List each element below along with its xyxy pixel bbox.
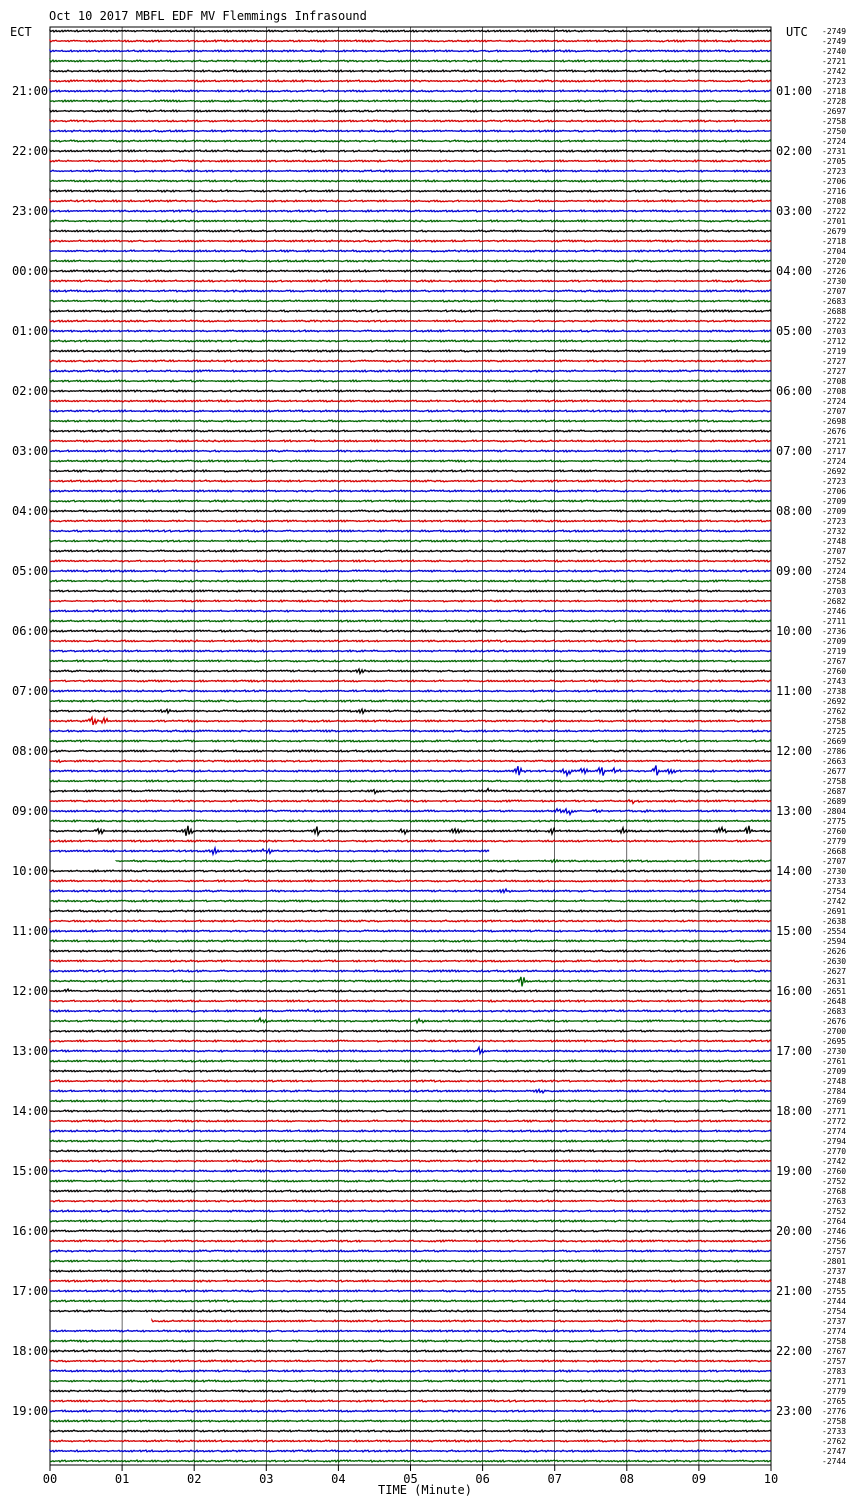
row-value-label: -2744 <box>822 1297 847 1306</box>
left-hour-label: 16:00 <box>12 1224 49 1238</box>
row-value-label: -2749 <box>822 27 847 36</box>
trace-line <box>50 1390 771 1392</box>
row-value-label: -2631 <box>822 977 847 986</box>
row-value-label: -2736 <box>822 627 847 636</box>
row-value-label: -2764 <box>822 1217 847 1226</box>
row-value-label: -2683 <box>822 1007 847 1016</box>
row-value-label: -2744 <box>822 1457 847 1466</box>
row-value-label: -2758 <box>822 777 847 786</box>
row-value-label: -2723 <box>822 167 847 176</box>
left-hour-label: 21:00 <box>12 84 49 98</box>
chart-title: Oct 10 2017 MBFL EDF MV Flemmings Infrasound <box>49 9 367 23</box>
right-hour-label: 16:00 <box>776 984 813 998</box>
row-value-label: -2648 <box>822 997 847 1006</box>
row-value-label: -2727 <box>822 357 847 366</box>
trace-line <box>50 620 771 622</box>
row-value-label: -2705 <box>822 157 847 166</box>
trace-line <box>50 470 771 472</box>
trace-line <box>50 870 771 872</box>
row-value-label: -2718 <box>822 237 847 246</box>
row-value-label: -2719 <box>822 647 847 656</box>
left-hour-label: 02:00 <box>12 384 49 398</box>
right-hour-label: 03:00 <box>776 204 813 218</box>
right-hour-label: 18:00 <box>776 1104 813 1118</box>
row-value-label: -2749 <box>822 37 847 46</box>
trace-line <box>50 200 771 202</box>
trace-line <box>50 560 771 562</box>
row-value-label: -2725 <box>822 727 847 736</box>
row-value-label: -2703 <box>822 327 847 336</box>
trace-line <box>116 860 771 863</box>
x-tick-label: 03 <box>259 1472 274 1486</box>
x-tick-label: 04 <box>331 1472 346 1486</box>
trace-line <box>50 440 771 442</box>
trace-line <box>50 570 771 572</box>
trace-line <box>50 30 771 32</box>
row-value-label: -2776 <box>822 1407 847 1416</box>
row-value-label: -2738 <box>822 687 847 696</box>
row-value-label: -2700 <box>822 1027 847 1036</box>
row-value-label: -2779 <box>822 1387 847 1396</box>
row-value-label: -2723 <box>822 517 847 526</box>
row-value-label: -2750 <box>822 127 847 136</box>
row-value-label: -2742 <box>822 67 847 76</box>
trace-line <box>50 930 771 932</box>
row-value-label: -2697 <box>822 107 847 116</box>
row-value-label: -2651 <box>822 987 847 996</box>
trace-line <box>50 270 771 272</box>
trace-line <box>50 390 771 392</box>
trace-line <box>50 1450 771 1452</box>
row-value-label: -2724 <box>822 397 847 406</box>
row-value-label: -2740 <box>822 47 847 56</box>
row-value-label: -2708 <box>822 377 847 386</box>
row-value-label: -2630 <box>822 957 847 966</box>
row-value-label: -2767 <box>822 657 847 666</box>
row-value-label: -2730 <box>822 277 847 286</box>
right-hour-label: 06:00 <box>776 384 813 398</box>
trace-line <box>50 210 771 212</box>
right-hour-label: 07:00 <box>776 444 813 458</box>
trace-line <box>50 1150 771 1152</box>
row-value-label: -2721 <box>822 57 847 66</box>
row-value-label: -2761 <box>822 1057 847 1066</box>
x-tick-label: 02 <box>186 1472 202 1486</box>
row-value-label: -2723 <box>822 77 847 86</box>
left-hour-label: 11:00 <box>12 924 49 938</box>
row-value-label: -2774 <box>822 1127 847 1136</box>
trace-line <box>50 500 771 502</box>
trace-line <box>50 1330 771 1332</box>
row-value-label: -2627 <box>822 967 847 976</box>
row-value-label: -2760 <box>822 667 847 676</box>
row-value-label: -2755 <box>822 1287 847 1296</box>
trace-line <box>50 940 771 942</box>
trace-line <box>50 50 771 52</box>
x-tick-label: 00 <box>42 1472 58 1486</box>
row-value-label: -2712 <box>822 337 847 346</box>
row-value-label: -2762 <box>822 1437 847 1446</box>
row-value-label: -2747 <box>822 1447 847 1456</box>
row-value-label: -2703 <box>822 587 847 596</box>
row-value-label: -2707 <box>822 287 847 296</box>
axis-labels <box>12 27 846 1486</box>
row-value-label: -2717 <box>822 447 847 456</box>
row-value-label: -2724 <box>822 567 847 576</box>
trace-line <box>50 250 771 252</box>
left-hour-label: 03:00 <box>12 444 49 458</box>
right-hour-label: 19:00 <box>776 1164 813 1178</box>
row-value-label: -2733 <box>822 1427 847 1436</box>
trace-line <box>50 430 771 432</box>
trace-line <box>50 290 771 292</box>
row-value-label: -2746 <box>822 607 847 616</box>
left-hour-label: 12:00 <box>12 984 49 998</box>
row-value-label: -2594 <box>822 937 847 946</box>
trace-line <box>50 880 771 882</box>
trace-line <box>50 1180 771 1182</box>
x-tick-label: 07 <box>547 1472 562 1486</box>
row-value-label: -2784 <box>822 1087 847 1096</box>
left-hour-label: 00:00 <box>12 264 49 278</box>
trace-line <box>50 100 771 102</box>
trace-line <box>50 1160 771 1162</box>
row-value-label: -2769 <box>822 1097 847 1106</box>
row-value-label: -2720 <box>822 257 847 266</box>
x-tick-label: 08 <box>619 1472 635 1486</box>
row-value-label: -2701 <box>822 217 847 226</box>
row-value-label: -2765 <box>822 1397 847 1406</box>
trace-line <box>50 380 771 382</box>
trace-line <box>50 650 771 652</box>
trace-line <box>50 820 771 822</box>
row-value-label: -2626 <box>822 947 847 956</box>
left-hour-label: 23:00 <box>12 204 49 218</box>
trace-line <box>50 640 771 642</box>
right-hour-label: 11:00 <box>776 684 813 698</box>
row-value-label: -2746 <box>822 1227 847 1236</box>
trace-line <box>50 90 771 92</box>
row-value-label: -2771 <box>822 1377 847 1386</box>
row-value-label: -2779 <box>822 837 847 846</box>
trace-line <box>50 320 771 322</box>
right-hour-label: 20:00 <box>776 1224 813 1238</box>
right-hour-label: 02:00 <box>776 144 813 158</box>
row-value-label: -2731 <box>822 147 847 156</box>
left-hour-label: 01:00 <box>12 324 49 338</box>
row-value-label: -2704 <box>822 247 847 256</box>
trace-line <box>50 1070 771 1072</box>
left-timezone-label: ECT <box>10 25 32 39</box>
row-value-label: -2772 <box>822 1117 847 1126</box>
trace-line <box>50 580 771 582</box>
left-hour-label: 17:00 <box>12 1284 49 1298</box>
row-value-label: -2748 <box>822 537 847 546</box>
right-hour-label: 12:00 <box>776 744 813 758</box>
left-hour-label: 19:00 <box>12 1404 49 1418</box>
row-value-label: -2758 <box>822 1337 847 1346</box>
row-value-label: -2760 <box>822 1167 847 1176</box>
row-value-label: -2721 <box>822 437 847 446</box>
row-value-label: -2676 <box>822 1017 847 1026</box>
trace-line <box>50 300 771 302</box>
row-value-label: -2801 <box>822 1257 847 1266</box>
row-value-label: -2774 <box>822 1327 847 1336</box>
row-value-label: -2724 <box>822 457 847 466</box>
row-value-label: -2768 <box>822 1187 847 1196</box>
row-value-label: -2554 <box>822 927 847 936</box>
row-value-label: -2757 <box>822 1357 847 1366</box>
right-hour-label: 10:00 <box>776 624 813 638</box>
row-value-label: -2683 <box>822 297 847 306</box>
x-tick-label: 09 <box>691 1472 707 1486</box>
row-value-label: -2682 <box>822 597 847 606</box>
trace-line <box>50 730 771 732</box>
row-value-label: -2687 <box>822 787 847 796</box>
row-value-label: -2737 <box>822 1317 847 1326</box>
row-value-label: -2709 <box>822 637 847 646</box>
row-value-label: -2691 <box>822 907 847 916</box>
right-timezone-label: UTC <box>786 25 808 39</box>
row-value-label: -2737 <box>822 1267 847 1276</box>
row-value-label: -2742 <box>822 1157 847 1166</box>
row-value-label: -2752 <box>822 1207 847 1216</box>
left-hour-label: 08:00 <box>12 744 49 758</box>
right-hour-label: 08:00 <box>776 504 813 518</box>
trace-line <box>50 370 771 372</box>
row-value-label: -2709 <box>822 497 847 506</box>
row-value-label: -2743 <box>822 677 847 686</box>
row-value-label: -2695 <box>822 1037 847 1046</box>
trace-line <box>50 350 771 352</box>
trace-line <box>50 1410 771 1412</box>
trace-line <box>50 900 771 902</box>
row-value-label: -2709 <box>822 507 847 516</box>
row-value-label: -2786 <box>822 747 847 756</box>
row-value-label: -2752 <box>822 1177 847 1186</box>
x-tick-label: 10 <box>763 1472 779 1486</box>
row-value-label: -2758 <box>822 1417 847 1426</box>
right-hour-label: 17:00 <box>776 1044 813 1058</box>
trace-line <box>50 540 771 542</box>
row-value-label: -2728 <box>822 97 847 106</box>
trace-line <box>50 420 771 422</box>
trace-line <box>50 400 771 402</box>
row-value-label: -2727 <box>822 367 847 376</box>
row-value-label: -2707 <box>822 547 847 556</box>
row-value-label: -2716 <box>822 187 847 196</box>
row-value-label: -2732 <box>822 527 847 536</box>
row-value-label: -2767 <box>822 1347 847 1356</box>
row-value-label: -2748 <box>822 1077 847 1086</box>
row-value-label: -2748 <box>822 1277 847 1286</box>
trace-line <box>50 1430 771 1432</box>
left-hour-label: 06:00 <box>12 624 49 638</box>
right-hour-label: 13:00 <box>776 804 813 818</box>
row-value-label: -2668 <box>822 847 847 856</box>
row-value-label: -2709 <box>822 1067 847 1076</box>
trace-line <box>50 510 771 512</box>
left-hour-label: 18:00 <box>12 1344 49 1358</box>
row-value-label: -2663 <box>822 757 847 766</box>
trace-line <box>50 1310 771 1312</box>
row-value-label: -2679 <box>822 227 847 236</box>
x-tick-label: 05 <box>403 1472 418 1486</box>
right-hour-label: 09:00 <box>776 564 813 578</box>
trace-line <box>50 1100 771 1102</box>
row-value-label: -2758 <box>822 117 847 126</box>
row-value-label: -2718 <box>822 87 847 96</box>
row-value-label: -2726 <box>822 267 847 276</box>
trace-line <box>50 740 771 742</box>
trace-line <box>50 60 771 62</box>
trace-line <box>50 190 771 192</box>
trace-line <box>50 690 771 692</box>
row-value-label: -2692 <box>822 697 847 706</box>
row-value-label: -2711 <box>822 617 847 626</box>
left-hour-label: 13:00 <box>12 1044 49 1058</box>
row-value-label: -2754 <box>822 1307 847 1316</box>
row-value-label: -2677 <box>822 767 847 776</box>
left-hour-label: 15:00 <box>12 1164 49 1178</box>
row-value-label: -2719 <box>822 347 847 356</box>
trace-line <box>50 460 771 462</box>
row-value-label: -2708 <box>822 197 847 206</box>
row-value-label: -2676 <box>822 427 847 436</box>
trace-line <box>50 1250 771 1252</box>
row-value-label: -2794 <box>822 1137 847 1146</box>
row-value-label: -2754 <box>822 887 847 896</box>
trace-line <box>50 1170 771 1172</box>
row-value-label: -2760 <box>822 827 847 836</box>
row-value-label: -2638 <box>822 917 847 926</box>
row-value-label: -2775 <box>822 817 847 826</box>
trace-line <box>50 260 771 262</box>
trace-line <box>50 1280 771 1282</box>
trace-line <box>50 1440 771 1442</box>
trace-line <box>50 780 771 782</box>
left-hour-label: 22:00 <box>12 144 49 158</box>
trace-line <box>50 330 771 332</box>
row-value-label: -2762 <box>822 707 847 716</box>
trace-line <box>50 1080 771 1082</box>
right-hour-label: 23:00 <box>776 1404 813 1418</box>
trace-line <box>50 40 771 42</box>
row-value-label: -2783 <box>822 1367 847 1376</box>
left-hour-label: 07:00 <box>12 684 49 698</box>
row-value-label: -2771 <box>822 1107 847 1116</box>
trace-line <box>50 910 771 912</box>
row-value-label: -2756 <box>822 1237 847 1246</box>
right-hour-label: 04:00 <box>776 264 813 278</box>
trace-line <box>50 220 771 222</box>
trace-line <box>50 950 771 952</box>
left-hour-label: 10:00 <box>12 864 49 878</box>
row-value-label: -2706 <box>822 177 847 186</box>
row-value-label: -2723 <box>822 477 847 486</box>
right-hour-label: 22:00 <box>776 1344 813 1358</box>
left-hour-label: 04:00 <box>12 504 49 518</box>
trace-line <box>50 848 489 854</box>
row-value-label: -2730 <box>822 867 847 876</box>
trace-line <box>50 170 771 172</box>
row-value-label: -2722 <box>822 317 847 326</box>
minute-gridlines <box>50 27 771 1471</box>
right-hour-label: 05:00 <box>776 324 813 338</box>
row-value-label: -2757 <box>822 1247 847 1256</box>
right-hour-label: 15:00 <box>776 924 813 938</box>
left-hour-label: 14:00 <box>12 1104 49 1118</box>
row-value-label: -2742 <box>822 897 847 906</box>
x-tick-label: 01 <box>114 1472 130 1486</box>
x-axis-label: TIME (Minute) <box>378 1483 472 1497</box>
row-value-label: -2752 <box>822 557 847 566</box>
row-value-label: -2722 <box>822 207 847 216</box>
row-value-label: -2708 <box>822 387 847 396</box>
row-value-label: -2669 <box>822 737 847 746</box>
left-hour-label: 05:00 <box>12 564 49 578</box>
right-hour-label: 14:00 <box>776 864 813 878</box>
row-value-label: -2730 <box>822 1047 847 1056</box>
trace-line <box>50 660 771 662</box>
row-value-label: -2706 <box>822 487 847 496</box>
left-hour-label: 09:00 <box>12 804 49 818</box>
row-value-label: -2724 <box>822 137 847 146</box>
row-value-label: -2707 <box>822 857 847 866</box>
trace-line <box>50 530 771 532</box>
right-hour-label: 21:00 <box>776 1284 813 1298</box>
trace-line <box>50 1220 771 1222</box>
right-hour-label: 01:00 <box>776 84 813 98</box>
row-value-label: -2763 <box>822 1197 847 1206</box>
trace-line <box>50 610 771 612</box>
trace-line <box>152 1320 771 1322</box>
row-value-label: -2758 <box>822 717 847 726</box>
row-value-label: -2707 <box>822 407 847 416</box>
row-value-label: -2758 <box>822 577 847 586</box>
x-tick-label: 06 <box>475 1472 490 1486</box>
trace-line <box>50 1200 771 1202</box>
trace-line <box>50 1190 771 1192</box>
row-value-label: -2698 <box>822 417 847 426</box>
row-value-label: -2804 <box>822 807 847 816</box>
row-value-label: -2733 <box>822 877 847 886</box>
row-value-label: -2689 <box>822 797 847 806</box>
row-value-label: -2688 <box>822 307 847 316</box>
row-value-label: -2770 <box>822 1147 847 1156</box>
row-value-label: -2692 <box>822 467 847 476</box>
